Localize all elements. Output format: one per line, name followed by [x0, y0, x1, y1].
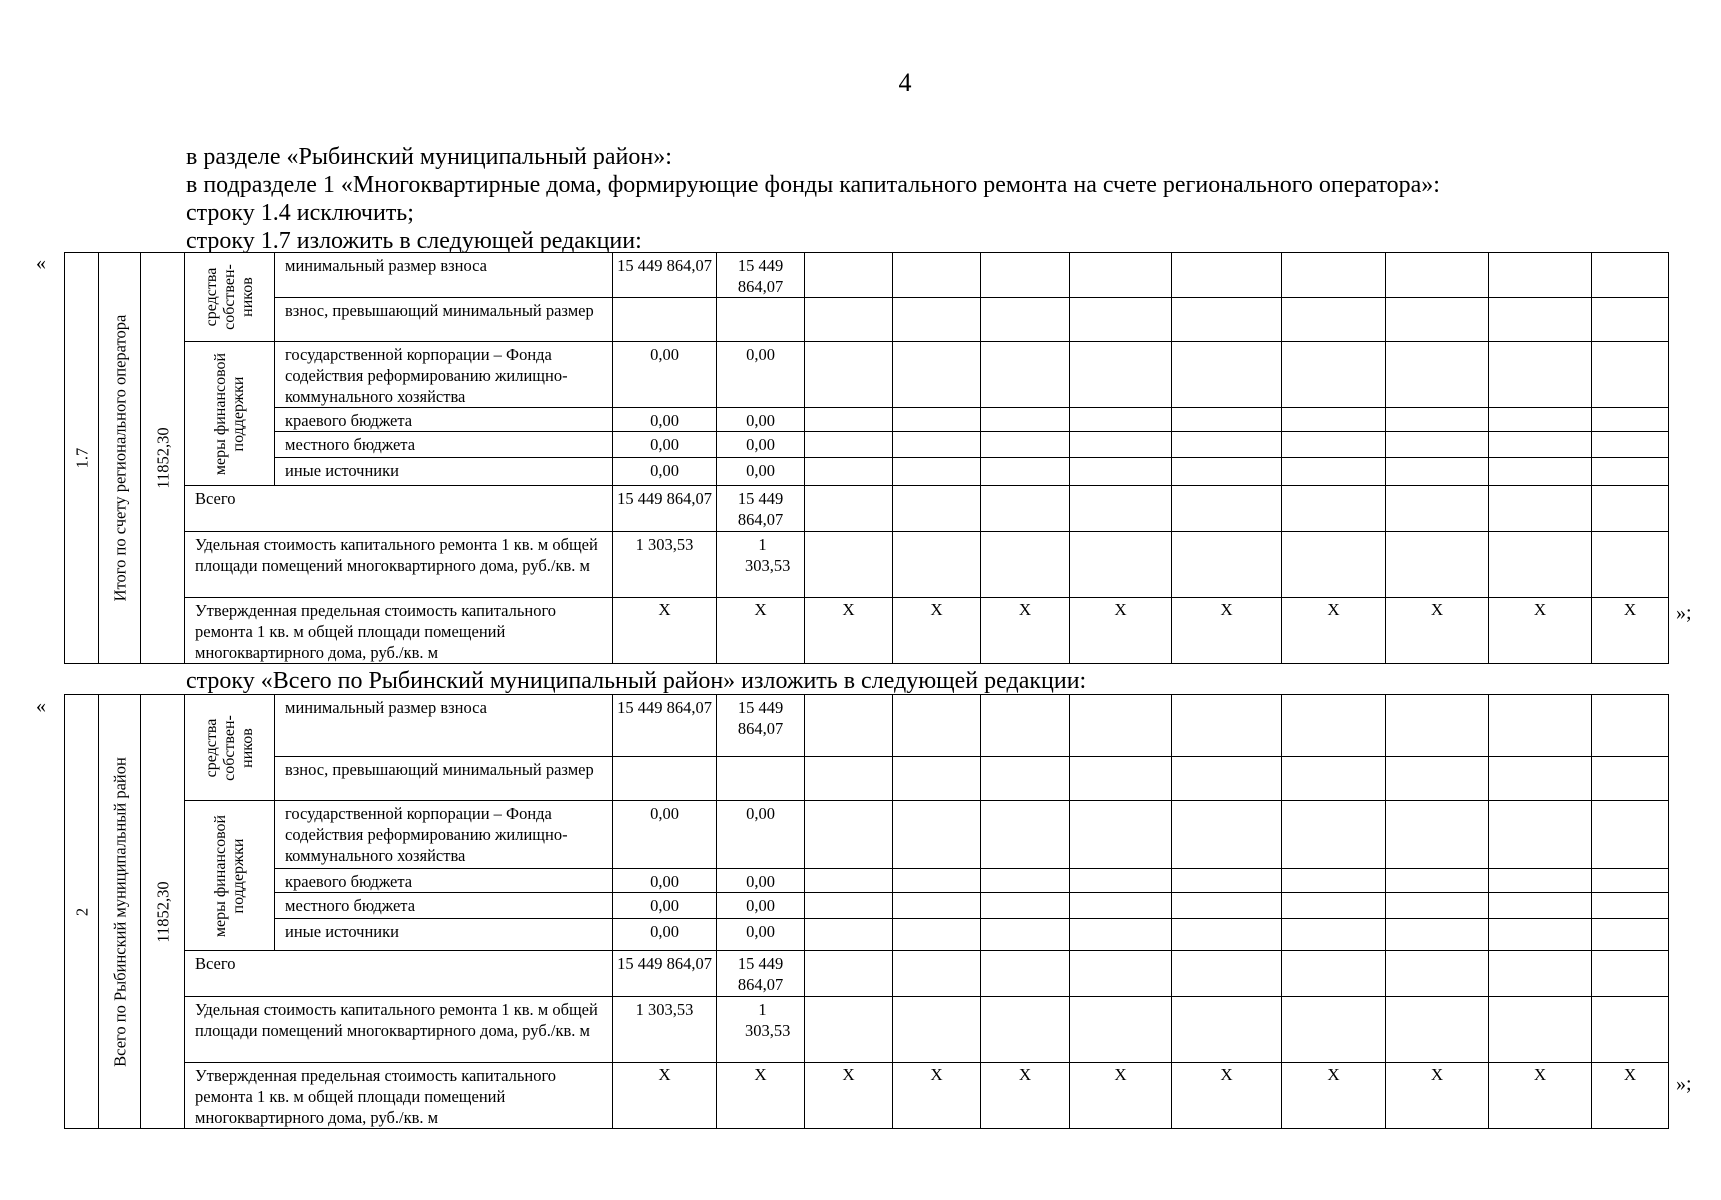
- empty-cell: [1386, 458, 1489, 486]
- label-cell: местного бюджета: [275, 432, 613, 458]
- empty-cell: [1489, 486, 1592, 532]
- opening-quote-2: «: [36, 695, 46, 717]
- empty-cell: [893, 997, 981, 1063]
- empty-cell: [893, 869, 981, 893]
- x-mark: X: [805, 1063, 893, 1129]
- empty-cell: [893, 342, 981, 408]
- intro-text: [186, 143, 1440, 255]
- empty-cell: [1592, 869, 1669, 893]
- empty-cell: [1489, 893, 1592, 919]
- empty-cell: [1282, 486, 1386, 532]
- empty-cell: [1386, 869, 1489, 893]
- empty-cell: [1172, 951, 1282, 997]
- empty-cell: [1386, 757, 1489, 801]
- value-cell: 15 449 864,07: [717, 951, 805, 997]
- empty-cell: [1489, 695, 1592, 757]
- value-cell: 1 303,53: [717, 997, 805, 1063]
- empty-cell: [805, 253, 893, 298]
- value-cell: [717, 298, 805, 342]
- row-number-cell: [65, 253, 99, 664]
- empty-cell: [1592, 458, 1669, 486]
- empty-cell: [1070, 298, 1172, 342]
- empty-cell: [805, 893, 893, 919]
- empty-cell: [1386, 951, 1489, 997]
- empty-cell: [1592, 342, 1669, 408]
- empty-cell: [1489, 869, 1592, 893]
- empty-cell: [1172, 458, 1282, 486]
- empty-cell: [1070, 919, 1172, 951]
- empty-cell: [893, 801, 981, 869]
- financial-support-group: [185, 342, 275, 486]
- empty-cell: [1282, 695, 1386, 757]
- x-mark: X: [1282, 598, 1386, 664]
- row-number-cell: [65, 695, 99, 1129]
- empty-cell: [805, 408, 893, 432]
- empty-cell: [981, 801, 1070, 869]
- label-cell: иные источники: [275, 919, 613, 951]
- x-mark: X: [1070, 1063, 1172, 1129]
- empty-cell: [1489, 801, 1592, 869]
- empty-cell: [1070, 997, 1172, 1063]
- value-cell: 0,00: [717, 801, 805, 869]
- value-cell: 15 449 864,07: [613, 951, 717, 997]
- empty-cell: [1386, 532, 1489, 598]
- empty-cell: [1070, 532, 1172, 598]
- opening-quote-1: «: [36, 252, 46, 274]
- empty-cell: [893, 532, 981, 598]
- empty-cell: [1489, 253, 1592, 298]
- empty-cell: [1172, 486, 1282, 532]
- empty-cell: [805, 532, 893, 598]
- empty-cell: [1386, 997, 1489, 1063]
- empty-cell: [893, 253, 981, 298]
- empty-cell: [1592, 801, 1669, 869]
- empty-cell: [1282, 342, 1386, 408]
- empty-cell: [1489, 951, 1592, 997]
- empty-cell: [1592, 532, 1669, 598]
- owners-funds-group: [185, 253, 275, 342]
- row-number: 1.7: [72, 447, 91, 469]
- x-mark: X: [613, 1063, 717, 1129]
- empty-cell: [893, 757, 981, 801]
- empty-cell: [1489, 919, 1592, 951]
- intro-line-exclude: строку 1.4 исключить;: [186, 200, 414, 226]
- empty-cell: [1592, 253, 1669, 298]
- empty-cell: [1592, 997, 1669, 1063]
- x-mark: X: [1386, 1063, 1489, 1129]
- empty-cell: [805, 342, 893, 408]
- empty-cell: [1282, 757, 1386, 801]
- row-name-cell: [99, 253, 141, 664]
- empty-cell: [893, 695, 981, 757]
- empty-cell: [1386, 408, 1489, 432]
- label-cell: взнос, превышающий минимальный размер: [275, 298, 613, 342]
- empty-cell: [981, 532, 1070, 598]
- empty-cell: [1172, 869, 1282, 893]
- label-cell: краевого бюджета: [275, 869, 613, 893]
- x-mark: X: [717, 598, 805, 664]
- empty-cell: [1070, 486, 1172, 532]
- empty-cell: [893, 486, 981, 532]
- empty-cell: [1172, 893, 1282, 919]
- label-cell: Удельная стоимость капитального ремонта 1 кв. м общей площади помещений многоквартирного дома, руб./кв. м: [185, 997, 613, 1063]
- row-name: Всего по Рыбинский муниципальный район: [110, 756, 129, 1067]
- value-cell: 0,00: [613, 408, 717, 432]
- empty-cell: [1489, 997, 1592, 1063]
- empty-cell: [1282, 253, 1386, 298]
- owners-funds-label: средства собствен-ников: [202, 264, 256, 330]
- empty-cell: [1592, 408, 1669, 432]
- value-cell: 0,00: [613, 458, 717, 486]
- empty-cell: [1489, 408, 1592, 432]
- empty-cell: [981, 342, 1070, 408]
- value-cell: 1 303,53: [717, 532, 805, 598]
- empty-cell: [805, 432, 893, 458]
- label-cell: минимальный размер взноса: [275, 695, 613, 757]
- intro-line-subsection: в подразделе 1 «Многоквартирные дома, формирующие фонды капитального ремонта на счете регионального оператора»:: [186, 172, 1440, 198]
- empty-cell: [805, 757, 893, 801]
- value-cell: 0,00: [717, 458, 805, 486]
- empty-cell: [1172, 432, 1282, 458]
- empty-cell: [893, 919, 981, 951]
- value-cell: 15 449 864,07: [613, 486, 717, 532]
- empty-cell: [1386, 801, 1489, 869]
- empty-cell: [805, 695, 893, 757]
- empty-cell: [1172, 997, 1282, 1063]
- empty-cell: [893, 458, 981, 486]
- table-row-total: [64, 694, 1669, 1129]
- x-mark: X: [981, 598, 1070, 664]
- empty-cell: [981, 757, 1070, 801]
- empty-cell: [805, 458, 893, 486]
- value-cell: 0,00: [613, 919, 717, 951]
- empty-cell: [1070, 253, 1172, 298]
- label-cell: Утвержденная предельная стоимость капитального ремонта 1 кв. м общей площади помещений многоквартирного дома, руб./кв. м: [185, 598, 613, 664]
- value-cell: 0,00: [717, 919, 805, 951]
- closing-quote-2: »;: [1676, 1073, 1692, 1095]
- empty-cell: [1282, 893, 1386, 919]
- subheading-total-row: строку «Всего по Рыбинский муниципальный район» изложить в следующей редакции:: [186, 668, 1087, 694]
- label-cell: минимальный размер взноса: [275, 253, 613, 298]
- area-cell: [141, 253, 185, 664]
- empty-cell: [1282, 869, 1386, 893]
- x-mark: X: [1386, 598, 1489, 664]
- table-row-1-7: [64, 252, 1669, 664]
- empty-cell: [893, 298, 981, 342]
- total-area: 11852,30: [153, 880, 172, 943]
- area-cell: [141, 695, 185, 1129]
- empty-cell: [1172, 298, 1282, 342]
- empty-cell: [1282, 298, 1386, 342]
- label-cell: иные источники: [275, 458, 613, 486]
- empty-cell: [805, 951, 893, 997]
- label-cell: краевого бюджета: [275, 408, 613, 432]
- label-cell: Всего: [185, 951, 613, 997]
- x-mark: X: [805, 598, 893, 664]
- row-name: Итого по счету регионального оператора: [110, 314, 129, 602]
- empty-cell: [1070, 951, 1172, 997]
- empty-cell: [1070, 408, 1172, 432]
- page-number: 4: [898, 68, 912, 97]
- value-cell: 15 449 864,07: [717, 253, 805, 298]
- value-cell: 0,00: [613, 342, 717, 408]
- value-cell: 1 303,53: [613, 997, 717, 1063]
- empty-cell: [1386, 253, 1489, 298]
- empty-cell: [1070, 695, 1172, 757]
- intro-line-edit-1-7: строку 1.7 изложить в следующей редакции:: [186, 228, 642, 254]
- financial-support-label: меры финансовой поддержки: [211, 814, 247, 937]
- empty-cell: [1489, 458, 1592, 486]
- empty-cell: [1070, 893, 1172, 919]
- empty-cell: [1592, 757, 1669, 801]
- empty-cell: [1282, 801, 1386, 869]
- empty-cell: [805, 919, 893, 951]
- empty-cell: [1070, 869, 1172, 893]
- value-cell: 0,00: [717, 893, 805, 919]
- value-cell: [613, 298, 717, 342]
- empty-cell: [1489, 432, 1592, 458]
- empty-cell: [981, 458, 1070, 486]
- x-mark: X: [717, 1063, 805, 1129]
- empty-cell: [1386, 432, 1489, 458]
- value-cell: 15 449 864,07: [717, 695, 805, 757]
- value-cell: 0,00: [613, 893, 717, 919]
- empty-cell: [1592, 893, 1669, 919]
- empty-cell: [1592, 695, 1669, 757]
- value-cell: [717, 757, 805, 801]
- empty-cell: [805, 298, 893, 342]
- empty-cell: [805, 997, 893, 1063]
- financial-support-group: [185, 801, 275, 951]
- empty-cell: [981, 298, 1070, 342]
- row-name-cell: [99, 695, 141, 1129]
- label-cell: местного бюджета: [275, 893, 613, 919]
- empty-cell: [1386, 298, 1489, 342]
- empty-cell: [981, 695, 1070, 757]
- empty-cell: [981, 997, 1070, 1063]
- empty-cell: [1489, 298, 1592, 342]
- empty-cell: [1282, 408, 1386, 432]
- label-cell: государственной корпорации – Фонда содействия реформированию жилищно-коммунального хозяйства: [275, 342, 613, 408]
- empty-cell: [981, 486, 1070, 532]
- empty-cell: [805, 869, 893, 893]
- empty-cell: [1172, 253, 1282, 298]
- value-cell: [613, 757, 717, 801]
- value-cell: 15 449 864,07: [613, 695, 717, 757]
- empty-cell: [981, 869, 1070, 893]
- financial-support-label: меры финансовой поддержки: [211, 352, 247, 475]
- empty-cell: [981, 408, 1070, 432]
- empty-cell: [893, 951, 981, 997]
- empty-cell: [1282, 919, 1386, 951]
- empty-cell: [1386, 695, 1489, 757]
- owners-funds-group: [185, 695, 275, 801]
- x-mark: X: [893, 598, 981, 664]
- x-mark: X: [893, 1063, 981, 1129]
- empty-cell: [1592, 951, 1669, 997]
- empty-cell: [1172, 342, 1282, 408]
- empty-cell: [981, 951, 1070, 997]
- empty-cell: [981, 893, 1070, 919]
- intro-line-section: в разделе «Рыбинский муниципальный район»:: [186, 144, 672, 170]
- x-mark: X: [1282, 1063, 1386, 1129]
- empty-cell: [1386, 893, 1489, 919]
- empty-cell: [805, 801, 893, 869]
- x-mark: X: [1489, 1063, 1592, 1129]
- value-cell: 0,00: [613, 432, 717, 458]
- empty-cell: [1592, 432, 1669, 458]
- x-mark: X: [613, 598, 717, 664]
- empty-cell: [1386, 342, 1489, 408]
- empty-cell: [1489, 342, 1592, 408]
- empty-cell: [981, 432, 1070, 458]
- total-area: 11852,30: [153, 427, 172, 489]
- empty-cell: [1172, 801, 1282, 869]
- empty-cell: [981, 253, 1070, 298]
- label-cell: Утвержденная предельная стоимость капитального ремонта 1 кв. м общей площади помещений многоквартирного дома, руб./кв. м: [185, 1063, 613, 1129]
- empty-cell: [1386, 486, 1489, 532]
- empty-cell: [893, 893, 981, 919]
- x-mark: X: [1172, 1063, 1282, 1129]
- value-cell: 0,00: [613, 801, 717, 869]
- empty-cell: [1172, 532, 1282, 598]
- row-number: 2: [72, 907, 91, 916]
- value-cell: 0,00: [717, 342, 805, 408]
- empty-cell: [893, 432, 981, 458]
- empty-cell: [1172, 919, 1282, 951]
- empty-cell: [1172, 757, 1282, 801]
- empty-cell: [1592, 486, 1669, 532]
- empty-cell: [1070, 342, 1172, 408]
- empty-cell: [1282, 458, 1386, 486]
- empty-cell: [1172, 408, 1282, 432]
- empty-cell: [1282, 532, 1386, 598]
- value-cell: 0,00: [717, 869, 805, 893]
- empty-cell: [1070, 757, 1172, 801]
- empty-cell: [1282, 951, 1386, 997]
- empty-cell: [1172, 695, 1282, 757]
- x-mark: X: [1172, 598, 1282, 664]
- x-mark: X: [1070, 598, 1172, 664]
- empty-cell: [805, 486, 893, 532]
- value-cell: 0,00: [717, 408, 805, 432]
- label-cell: взнос, превышающий минимальный размер: [275, 757, 613, 801]
- empty-cell: [1489, 757, 1592, 801]
- empty-cell: [1070, 432, 1172, 458]
- empty-cell: [1592, 919, 1669, 951]
- label-cell: государственной корпорации – Фонда содействия реформированию жилищно-коммунального хозяйства: [275, 801, 613, 869]
- label-cell: Всего: [185, 486, 613, 532]
- x-mark: X: [981, 1063, 1070, 1129]
- empty-cell: [1282, 997, 1386, 1063]
- label-cell: Удельная стоимость капитального ремонта 1 кв. м общей площади помещений многоквартирного дома, руб./кв. м: [185, 532, 613, 598]
- empty-cell: [1282, 432, 1386, 458]
- empty-cell: [893, 408, 981, 432]
- x-mark: X: [1592, 1063, 1669, 1129]
- x-mark: X: [1592, 598, 1669, 664]
- value-cell: 1 303,53: [613, 532, 717, 598]
- closing-quote-1: »;: [1676, 602, 1692, 624]
- empty-cell: [1386, 919, 1489, 951]
- value-cell: 0,00: [613, 869, 717, 893]
- x-mark: X: [1489, 598, 1592, 664]
- empty-cell: [1489, 532, 1592, 598]
- value-cell: 0,00: [717, 432, 805, 458]
- owners-funds-label: средства собствен-ников: [202, 714, 256, 781]
- empty-cell: [1070, 801, 1172, 869]
- empty-cell: [1070, 458, 1172, 486]
- empty-cell: [1592, 298, 1669, 342]
- value-cell: 15 449 864,07: [613, 253, 717, 298]
- empty-cell: [981, 919, 1070, 951]
- value-cell: 15 449 864,07: [717, 486, 805, 532]
